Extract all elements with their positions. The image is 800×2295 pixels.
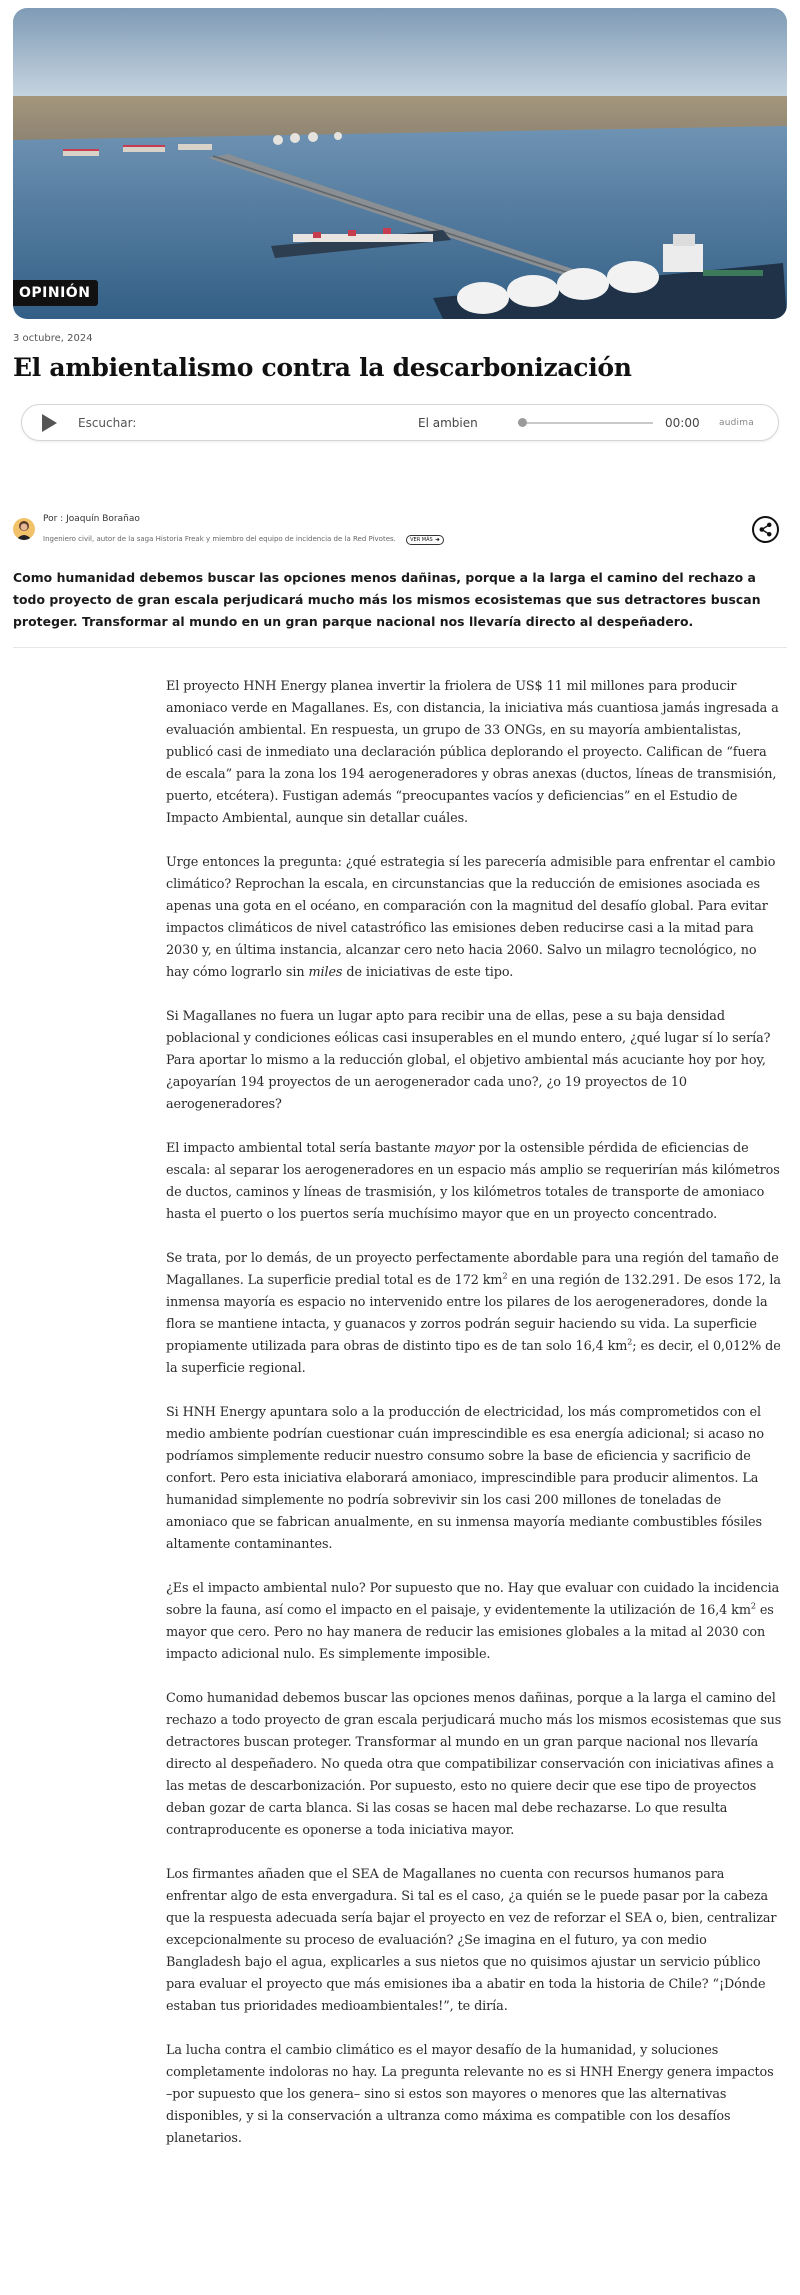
play-button[interactable]	[38, 412, 60, 434]
time-display: 00:00	[665, 415, 700, 430]
divider	[13, 647, 787, 648]
share-icon	[758, 522, 773, 537]
more-label: VER MÁS	[410, 536, 433, 543]
superscript: 2	[502, 1271, 508, 1281]
paragraph-7	[166, 1578, 783, 1666]
paragraph-10: La lucha contra el cambio climático es el mayor desafío de la humanidad, y soluciones completamente indoloras no hay. La pregunta relevante no es si HNH Energy genera impactos –por supuesto que los genera– sino si estos son mayores o menores que las alternativas disponibles, y si la conservación a ultranza como máxima es compatible con los desafíos planetarios.	[166, 2043, 774, 2146]
paragraph-4	[166, 1138, 783, 1226]
arrow-right-icon	[435, 537, 440, 542]
paragraph-3: Si Magallanes no fuera un lugar apto para recibir una de ellas, pese a su baja densidad poblacional y condiciones eólicas casi insuperables en el mundo entero, ¿qué lugar sí lo sería? Para aportar lo mismo a la reducción global, el objetivo ambiental más acuciante hoy por hoy, ¿apoyarían 194 proyectos de un aerogenerador cada uno?, ¿o 19 proyectos de 10 aerogeneradores?	[166, 1009, 771, 1112]
paragraph-5-text-a: Se trata, por lo demás, de un proyecto perfectamente abordable para una región del tamaño de Magallanes. La superficie predial total es de 172 km	[166, 1251, 779, 1288]
paragraph-2	[166, 852, 783, 984]
paragraph-2-text-b: de iniciativas de este tipo.	[342, 965, 514, 980]
paragraph-5-text-b: en una región de 132.291. De esos 172, la inmensa mayoría es espacio no intervenido entre los pilares de los aerogeneradores, donde la flora se mantiene intacta, y guanacos y zorros podrán seguir haciendo su vida. La superficie propiamente utilizada para obras de distinto tipo es de tan solo 16,4 km	[166, 1273, 781, 1354]
author-block	[13, 514, 787, 544]
superscript: 2	[750, 1601, 756, 1611]
progress-knob[interactable]	[518, 418, 527, 427]
track-title: El ambien	[418, 415, 478, 430]
article-body	[166, 676, 783, 2150]
paragraph-2-emphasis: miles	[308, 965, 343, 980]
hero-image	[13, 8, 787, 319]
avatar[interactable]	[13, 518, 35, 540]
paragraph-4-emphasis: mayor	[434, 1141, 475, 1156]
paragraph-1: El proyecto HNH Energy planea invertir la friolera de US$ 11 mil millones para producir amoniaco verde en Magallanes. Es, con distancia, la iniciativa más cuantiosa jamás ingresada a evaluación ambiental. En respuesta, un grupo de 33 ONGs, en su mayoría ambientalistas, publicó casi de inmediato una declaración pública deplorando el proyecto. Califican de “fuera de escala” para la zona los 194 aerogeneradores y obras anexas (ductos, líneas de transmisión, puerto, etcétera). Fustigan además “preocupantes vacíos y deficiencias” en el Estudio de Impacto Ambiental, aunque sin detallar cuáles.	[166, 679, 779, 826]
superscript: 2	[627, 1337, 633, 1347]
paragraph-8: Como humanidad debemos buscar las opciones menos dañinas, porque a la larga el camino del rechazo a todo proyecto de gran escala perjudicará mucho más los mismos ecosistemas que sus detractores buscan proteger. Transformar al mundo en un gran parque nacional nos llevaría directo al despeñadero. No queda otra que compatibilizar conservación con iniciativas afines a las metas de descarbonización. Por supuesto, esto no quiere decir que ese tipo de proyectos deban gozar de carta blanca. Si las cosas se hacen mal debe rechazarse. Lo que resulta contraproducente es oponerse a toda iniciativa mayor.	[166, 1691, 782, 1838]
audio-player	[21, 404, 779, 441]
paragraph-5	[166, 1248, 783, 1380]
section-tag[interactable]: OPINIÓN	[13, 280, 98, 306]
lng-terminal-image	[13, 8, 787, 319]
paragraph-9: Los firmantes añaden que el SEA de Magallanes no cuenta con recursos humanos para enfrentar algo de esta envergadura. Si tal es el caso, ¿a quién se le puede pasar por la cabeza que la respuesta adecuada sería bajar el proyecto en vez de reforzar el SEA o, bien, centralizar excepcionalmente su proceso de evaluación? ¿Se imagina en el futuro, ya con medio Bangladesh bajo el agua, explicarles a sus nietos que no quisimos ajustar un servicio público para evaluar el proyecto que más emisiones iba a abatir en toda la historia de Chile? “¡Dónde estaban tus prioridades medioambientales!”, te diría.	[166, 1867, 777, 2014]
paragraph-6: Si HNH Energy apuntara solo a la producción de electricidad, los más comprometidos con el medio ambiente podrían cuestionar cuán imprescindible es esa energía adicional; si acaso no podríamos simplemente reducir nuestro consumo sobre la base de eficiencia y sacrificio de confort. Pero esta iniciativa elaborará amoniaco, imprescindible para producir alimentos. La humanidad simplemente no podría sobrevivir sin los casi 200 millones de toneladas de amoniaco que se fabrican anualmente, en su inmensa mayoría mediante combustibles fósiles altamente contaminantes.	[166, 1405, 765, 1552]
share-button[interactable]	[752, 516, 779, 543]
article-page	[0, 8, 800, 2150]
paragraph-4-text-b: por la ostensible pérdida de eficiencias de escala: al separar los aerogeneradores en un espacio más amplio se requerirían más kilómetros de ductos, caminos y líneas de trasmisión, y los kilómetros totales de transporte de amoniaco hasta el puerto o los puertos sería muchísimo mayor que en un proyecto concentrado.	[166, 1141, 780, 1222]
paragraph-7-text-b: es mayor que cero. Pero no hay manera de reducir las emisiones globales a la mitad al 2030 con impacto adicional nulo. Es simplemente imposible.	[166, 1603, 774, 1662]
article-title: El ambientalismo contra la descarbonización	[13, 353, 632, 382]
listen-label: Escuchar:	[78, 415, 137, 430]
author-bio	[43, 527, 444, 545]
progress-bar[interactable]	[518, 422, 653, 424]
author-photo-icon	[13, 518, 35, 540]
paragraph-4-text-a: El impacto ambiental total sería bastante	[166, 1141, 435, 1156]
paragraph-2-text-a: Urge entonces la pregunta: ¿qué estrategia sí les parecería admisible para enfrentar el cambio climático? Reprochan la escala, en circunstancias que la reducción de emisiones asociada es apenas una gota en el océano, en comparación con la magnitud del desafío global. Para evitar impactos climáticos de nivel catastrófico las emisiones deben reducirse casi a la mitad para 2030 y, en última instancia, alcanzar cero neto hacia 2060. Salvo un milagro tecnológico, no hay cómo lograrlo sin	[166, 855, 776, 980]
audima-logo[interactable]: audima	[719, 417, 754, 428]
paragraph-5-text-c: ; es decir, el 0,012% de la superficie regional.	[166, 1339, 781, 1376]
publish-date: 3 octubre, 2024	[13, 333, 93, 344]
author-name[interactable]: Por : Joaquín Borañao	[43, 513, 140, 524]
more-button[interactable]	[406, 535, 444, 545]
article-lead: Como humanidad debemos buscar las opciones menos dañinas, porque a la larga el camino del rechazo a todo proyecto de gran escala perjudicará mucho más los mismos ecosistemas que sus detractores buscan proteger. Transformar al mundo en un gran parque nacional nos llevaría directo al despeñadero.	[13, 570, 761, 629]
author-bio-text: Ingeniero civil, autor de la saga Historia Freak y miembro del equipo de incidencia de la Red Pivotes.	[43, 534, 396, 543]
paragraph-7-text-a: ¿Es el impacto ambiental nulo? Por supuesto que no. Hay que evaluar con cuidado la incidencia sobre la fauna, así como el impacto en el paisaje, y evidentemente la utilización de 16,4 km	[166, 1581, 780, 1618]
play-icon	[40, 413, 58, 433]
